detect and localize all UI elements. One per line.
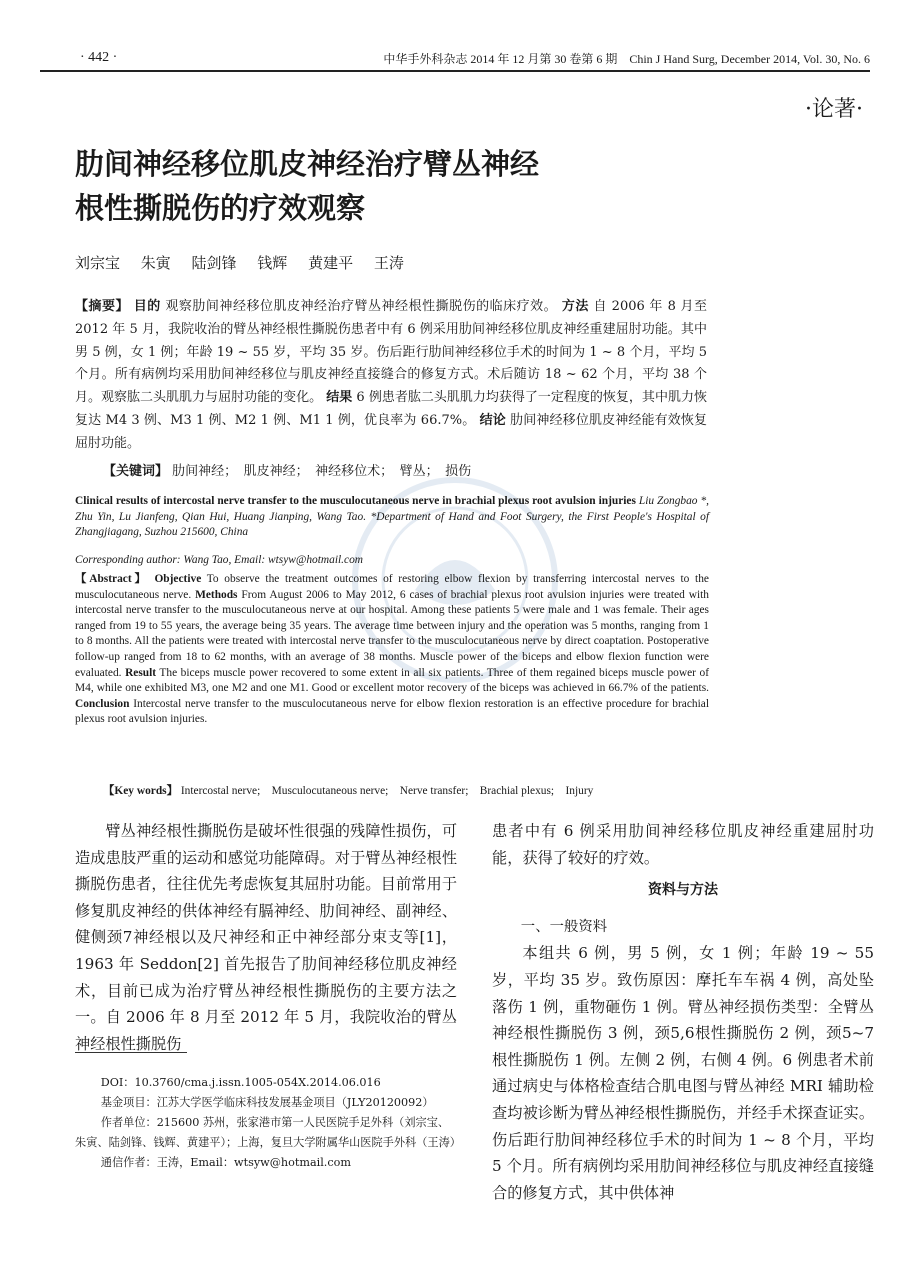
abstract-label: 【摘要】 (75, 299, 130, 314)
subsection-heading: 一、一般资料 (520, 918, 608, 935)
footnote-doi: DOI：10.3760/cma.j.issn.1005-054X.2014.06.016 (100, 1076, 381, 1089)
intro-continued: 患者中有 6 例采用肋间神经移位肌皮神经重建屈肘功能，获得了较好的疗效。 (492, 822, 874, 867)
footnote-correspondence: 通信作者：王涛，Email：wtsyw@hotmail.com (100, 1156, 351, 1169)
intro-paragraph: 臂丛神经根性撕脱伤是破坏性很强的残障性损伤，可造成患肢严重的运动和感觉功能障碍。对于臂丛神经根性撕脱伤患者，往往优先考虑恢复其屈肘功能。目前常用于修复肌皮神经的供体神经有膈神经、肋间神经、副神经、健侧颈7神经根以及尺神经和正中神经部分束支等[1]，1963 年 Seddon[2] 首先报告了肋间神经移位肌皮神经术，目前已成为治疗臂丛神经根性撕脱伤的主要方法之一。自 2006 年 8 月至 2012 年 5 月，我院收治的臂丛神经根性撕脱伤 (75, 822, 457, 1053)
english-keywords (103, 782, 593, 798)
keywords-label: 【关键词】 (103, 464, 169, 479)
title-line-2: 根性撕脱伤的疗效观察 (75, 191, 366, 225)
body-left-column (75, 818, 457, 1057)
english-results-label: Result (125, 666, 157, 679)
english-keywords-label: 【Key words】 (103, 785, 178, 797)
title-line-1: 肋间神经移位肌皮神经治疗臂丛神经 (75, 147, 540, 181)
keywords-zh (103, 460, 471, 479)
english-methods: From August 2006 to May 2012, 6 cases of brachial plexus root avulsion injuries were treated with intercostal nerve transfer to the musculocutaneous nerve at our hospital. Among these patients 5 were male and 1 was female. Their ages ranged from 19 to 55 years, the average being 35 years. The average time between injury and the operation was 5 months, ranging from 1 to 8 months. All the patients were treated with intercostal nerve transfer to the musculocutaneous nerve by direct coaptation. Postoperative follow-up ranged from 18 to 62 months, with an average of 38 months. Muscle power of the biceps and elbow flexion function were evaluated. (75, 588, 709, 679)
conclusion-label: 结论 (479, 412, 506, 428)
english-title: Clinical results of intercostal nerve transfer to the musculocutaneous nerve in brachial plexus root avulsion injuries (75, 495, 636, 507)
author-list: 刘宗宝 朱寅 陆剑锋 钱辉 黄建平 王涛 (75, 254, 404, 272)
english-authors: Liu Zongbao *, Zhu Yin, Lu Jianfeng, Qian Hui, Huang Jianping, Wang Tao. *Department of Hand and Foot Surgery, the First People's Hospital of Zhangjiagang, Suzhou 215600, China (75, 495, 709, 539)
english-corresponding: Corresponding author: Wang Tao, Email: wtsyw@hotmail.com (75, 554, 363, 566)
footnote-affiliation: 作者单位：215600 苏州，张家港市第一人民医院手足外科（刘宗宝、朱寅、陆剑锋、钱辉、黄建平）；上海，复旦大学附属华山医院手外科（王涛） (75, 1116, 461, 1149)
journal-citation: 中华手外科杂志 2014 年 12 月第 30 卷第 6 期 Chin J Hand Surg, December 2014, Vol. 30, No. 6 (383, 52, 870, 66)
english-conclusion-label: Conclusion (75, 697, 130, 710)
general-data-paragraph: 本组共 6 例，男 5 例，女 1 例；年龄 19 ~ 55 岁，平均 35 岁。致伤原因：摩托车车祸 4 例，高处坠落伤 1 例，重物砸伤 1 例。臂丛神经损伤类型：全臂丛神经根性撕脱伤 3 例，颈5,6根性撕脱伤 2 例，颈5~7根性撕脱伤 1 例。左侧 2 例，右侧 4 例。6 例患者术前通过病史与体格检查结合肌电图与臂丛神经 MRI 辅助检查均被诊断为臂丛神经根性撕脱伤，并经手术探查证实。伤后距行肋间神经移位手术的时间为 1 ~ 8 个月，平均 5 个月。所有病例均采用肋间神经移位与肌皮神经直接缝合的修复方式，其中供体神 (492, 944, 874, 1202)
english-abstract-label: 【Abstract】 (75, 573, 149, 585)
body-right-column (492, 818, 874, 1206)
english-objective-label: Objective (154, 573, 202, 585)
page-number: · 442 · (80, 50, 118, 65)
footnote-fund: 基金项目：江苏大学医学临床科技发展基金项目（JLY20120092） (100, 1096, 434, 1109)
methods-text: 自 2006 年 8 月至 2012 年 5 月，我院收治的臂丛神经根性撕脱伤患者中有 6 例采用肋间神经移位肌皮神经重建屈肘功能。其中男 5 例，女 1 例；年龄 19 ~ 55 岁，平均 35 岁。伤后距行肋间神经移位手术的时间为 1 ~ 8 个月，平均 5 个月。所有病例均采用肋间神经移位与肌皮神经直接缝合的修复方式。术后随访 18 ~ 62 个月，平均 38 个月。观察肱二头肌肌力与屈肘功能的变化。 (75, 299, 707, 406)
page-header (40, 46, 870, 74)
header-rule (40, 70, 870, 72)
conclusion-text: 肋间神经移位肌皮神经能有效恢复屈肘功能。 (75, 412, 707, 451)
footnote-rule (75, 1052, 187, 1053)
english-title-block (75, 494, 709, 541)
english-abstract (75, 572, 709, 728)
keywords-text: 肋间神经； 肌皮神经； 神经移位术； 臂丛； 损伤 (172, 464, 472, 479)
section-heading: 资料与方法 (648, 882, 718, 899)
english-results: The biceps muscle power recovered to some extent in all six patients. Three of them regained biceps muscle power of M4, while one exhibited M3, one M2 and one M1. Good or excellent motor recovery of the biceps was achieved in 66.7% of the patients. (75, 666, 709, 695)
abstract-zh (75, 296, 707, 456)
section-tag: ·论著· (805, 97, 863, 122)
objective-label: 目的 (133, 299, 161, 314)
english-conclusion: Intercostal nerve transfer to the musculocutaneous nerve for elbow flexion restoration is an effective procedure for brachial plexus root avulsion injuries. (75, 697, 709, 726)
english-methods-label: Methods (195, 588, 238, 601)
english-keywords-text: Intercostal nerve; Musculocutaneous nerve; Nerve transfer; Brachial plexus; Injury (180, 785, 594, 797)
article-title (75, 142, 539, 230)
results-label: 结果 (326, 390, 353, 406)
objective-text: 观察肋间神经移位肌皮神经治疗臂丛神经根性撕脱伤的临床疗效。 (165, 299, 558, 314)
methods-label: 方法 (561, 299, 589, 314)
results-text: 6 例患者肱二头肌肌力均获得了一定程度的恢复，其中肌力恢复达 M4 3 例、M3 1 例、M2 1 例、M1 1 例，优良率为 66.7%。 (75, 390, 707, 428)
footnotes (75, 1073, 460, 1173)
english-objective: To observe the treatment outcomes of restoring elbow flexion by transferring intercostal nerves to the musculocutaneous nerve. (75, 573, 709, 601)
